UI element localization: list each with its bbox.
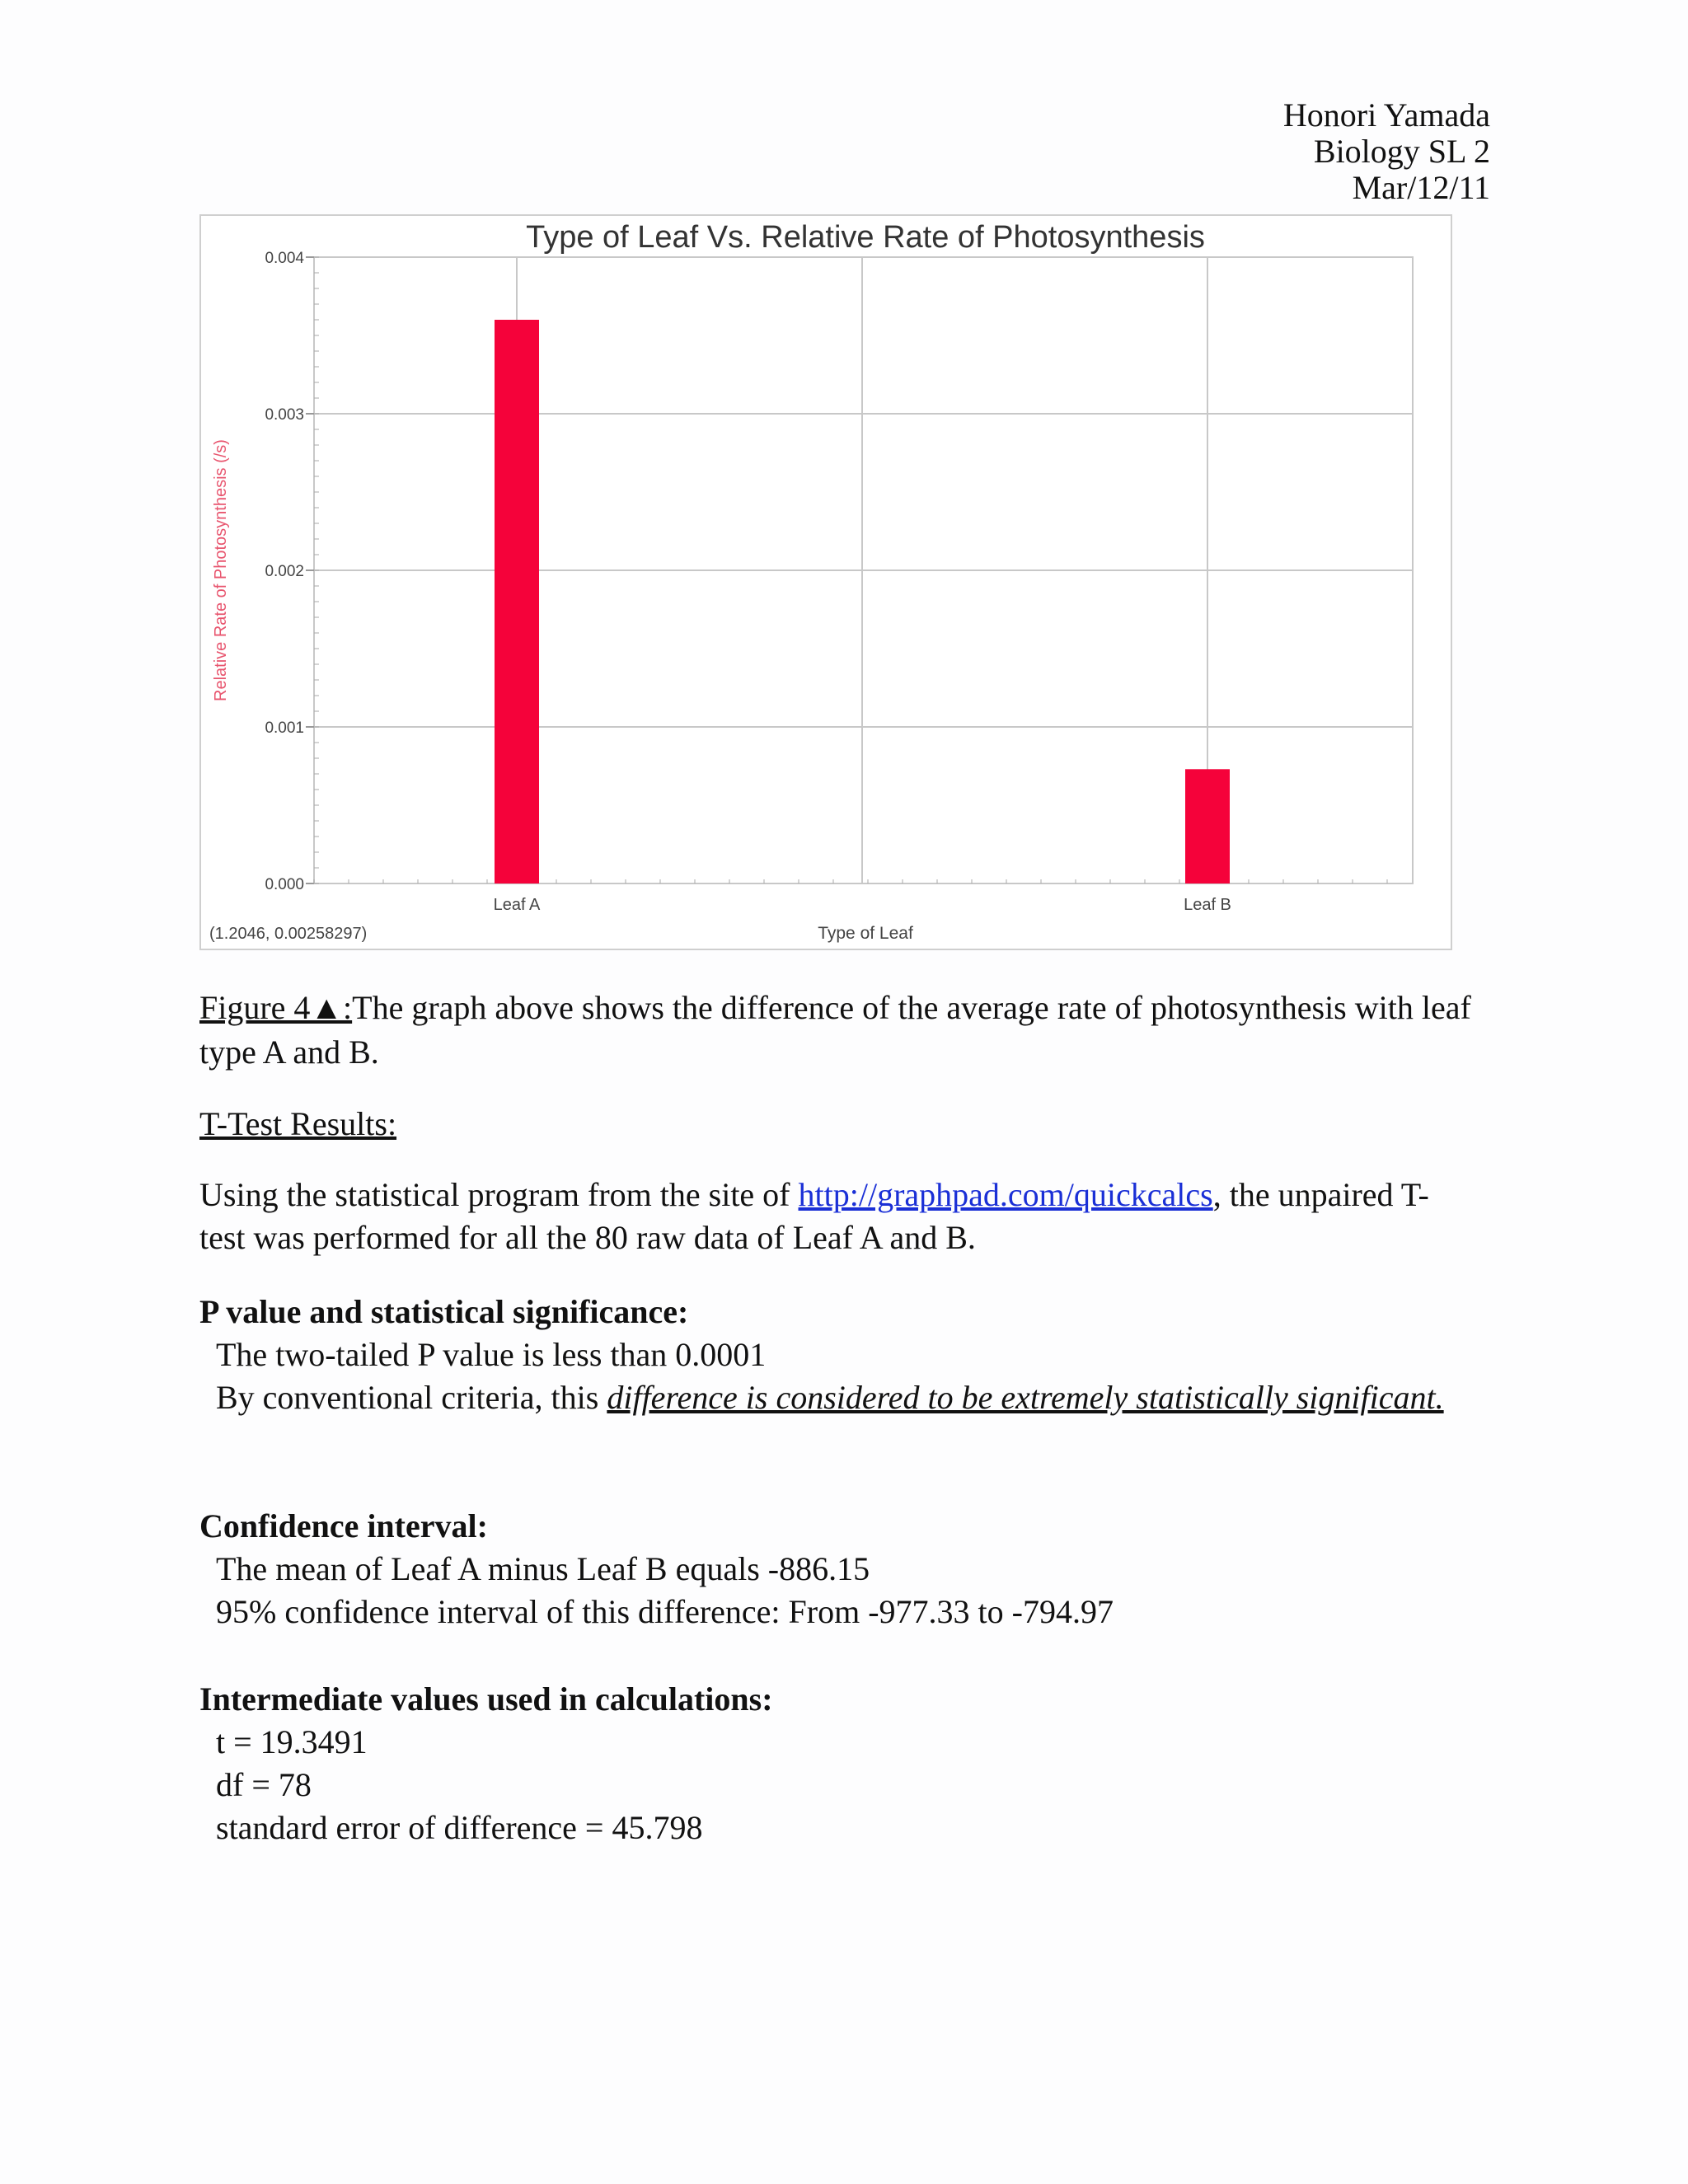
x-axis-label: Type of Leaf [818, 924, 913, 943]
ttest-intro-before: Using the statistical program from the site of [199, 1176, 799, 1213]
confidence-line1: The mean of Leaf A minus Leaf B equals -886.15 [216, 1550, 870, 1587]
pvalue-heading: P value and statistical significance: [199, 1293, 689, 1330]
chart-title: Type of Leaf Vs. Relative Rate of Photosynthesis [526, 220, 1205, 255]
coordinate-readout: (1.2046, 0.00258297) [209, 925, 368, 943]
confidence-line2: 95% confidence interval of this difference: From -977.33 to -794.97 [216, 1593, 1114, 1630]
x-tick-label: Leaf B [1184, 896, 1231, 914]
intermediate-section [199, 1678, 773, 1849]
ttest-intro-after: , the unpaired T-test was performed for all the 80 raw data of Leaf A and B. [199, 1176, 1429, 1256]
x-tick-label: Leaf A [493, 896, 541, 914]
figure-caption-text: The graph above shows the difference of the average rate of photosynthesis with leaf type A and B. [199, 989, 1471, 1071]
pvalue-line1: The two-tailed P value is less than 0.0001 [216, 1336, 767, 1373]
y-tick-label: 0.004 [265, 250, 304, 267]
y-tick-label: 0.000 [265, 876, 304, 893]
intermediate-t: t = 19.3491 [216, 1723, 368, 1760]
pvalue-section [199, 1291, 1452, 1419]
pvalue-line2-prefix: By conventional criteria, this [216, 1379, 607, 1416]
intermediate-df: df = 78 [216, 1766, 312, 1803]
figure-label: Figure 4▲: [199, 989, 353, 1026]
graphpad-link[interactable]: http://graphpad.com/quickcalcs [798, 1176, 1213, 1213]
pvalue-line2 [199, 1376, 1452, 1419]
ttest-heading-text: T-Test Results: [199, 1105, 397, 1142]
ttest-intro [199, 1174, 1469, 1259]
pvalue-line2-emphasis: difference is considered to be extremely statistically significant. [607, 1379, 1444, 1416]
y-tick-label: 0.003 [265, 406, 304, 424]
author-name: Honori Yamada [1282, 96, 1490, 134]
figure-caption [199, 986, 1502, 1075]
report-date: Mar/12/11 [1352, 169, 1490, 206]
chart-svg [201, 216, 1451, 949]
bar-chart [199, 214, 1452, 950]
confidence-section [199, 1505, 1114, 1633]
y-tick-label: 0.002 [265, 563, 304, 580]
author-header [1283, 97, 1490, 206]
intermediate-heading: Intermediate values used in calculations: [199, 1680, 773, 1718]
y-axis-label: Relative Rate of Photosynthesis (/s) [212, 439, 230, 701]
confidence-heading: Confidence interval: [199, 1507, 488, 1544]
ttest-heading [199, 1103, 396, 1146]
y-tick-label: 0.001 [265, 719, 304, 737]
bar-leaf-b [1185, 769, 1230, 883]
intermediate-se: standard error of difference = 45.798 [216, 1809, 703, 1846]
bar-leaf-a [495, 320, 539, 883]
course-name: Biology SL 2 [1313, 133, 1490, 170]
